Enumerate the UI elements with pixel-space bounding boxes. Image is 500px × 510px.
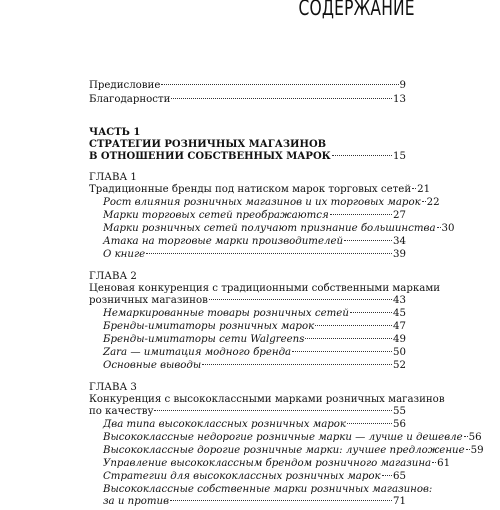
entry-page: 45 bbox=[393, 308, 406, 319]
entry-title: Марки торговых сетей преображаются bbox=[103, 210, 329, 221]
toc-entry-chapter1[interactable] bbox=[89, 184, 431, 198]
chapter-label: ГЛАВА 1 bbox=[89, 172, 137, 183]
entry-page: 50 bbox=[393, 347, 406, 358]
entry-page: 34 bbox=[393, 236, 406, 247]
entry-title: Рост влияния розничных магазинов и их торговых марок bbox=[103, 197, 421, 208]
dot-leader bbox=[292, 351, 392, 352]
part-label: ЧАСТЬ 1 bbox=[89, 127, 141, 138]
dot-leader bbox=[382, 475, 392, 476]
toc-subentry[interactable] bbox=[103, 308, 406, 322]
entry-title: Благодарности bbox=[89, 94, 171, 105]
dot-leader bbox=[170, 500, 392, 501]
toc-subentry[interactable] bbox=[103, 249, 406, 263]
entry-page: 47 bbox=[393, 321, 406, 332]
entry-page: 27 bbox=[393, 210, 406, 221]
dot-leader bbox=[146, 253, 392, 254]
dot-leader bbox=[432, 462, 436, 463]
entry-page: 22 bbox=[426, 197, 440, 208]
entry-page: 55 bbox=[393, 406, 406, 417]
entry-title: Основные выводы bbox=[103, 360, 202, 371]
dot-leader bbox=[202, 364, 392, 365]
entry-page: 30 bbox=[441, 223, 455, 234]
dot-leader bbox=[466, 449, 470, 450]
entry-title: Zara — имитация модного бренда bbox=[103, 347, 292, 358]
dot-leader bbox=[171, 98, 392, 99]
entry-page: 15 bbox=[393, 151, 406, 162]
toc-subentry[interactable] bbox=[103, 210, 406, 224]
toc-entry-part1[interactable] bbox=[89, 151, 406, 165]
entry-title: Немаркированные товары розничных сетей bbox=[103, 308, 349, 319]
entry-page: 9 bbox=[399, 80, 406, 91]
entry-title: О книге bbox=[103, 249, 146, 260]
toc-subentry[interactable] bbox=[103, 334, 406, 348]
entry-page: 13 bbox=[393, 94, 406, 105]
toc-subentry[interactable] bbox=[103, 197, 440, 211]
toc-subentry[interactable] bbox=[103, 236, 406, 250]
dot-leader bbox=[332, 155, 392, 156]
entry-title: за и против bbox=[103, 496, 170, 507]
toc-subentry[interactable] bbox=[103, 223, 455, 237]
entry-page: 59 bbox=[470, 445, 484, 456]
toc-entry-chapter2[interactable] bbox=[89, 295, 406, 309]
part-title-line1: СТРАТЕГИИ РОЗНИЧНЫХ МАГАЗИНОВ bbox=[89, 139, 327, 150]
entry-page: 56 bbox=[393, 419, 406, 430]
entry-title: Бренды-имитаторы розничных марок bbox=[103, 321, 315, 332]
toc-subentry[interactable] bbox=[103, 458, 451, 472]
toc-subentry[interactable] bbox=[103, 347, 406, 361]
entry-page: 65 bbox=[393, 471, 406, 482]
chapter-label: ГЛАВА 3 bbox=[89, 382, 137, 393]
part-title-line2: В ОТНОШЕНИИ СОБСТВЕННЫХ МАРОК bbox=[89, 151, 331, 162]
entry-title: розничных магазинов bbox=[89, 295, 208, 306]
dot-leader bbox=[437, 227, 441, 228]
entry-page: 52 bbox=[393, 360, 406, 371]
entry-title: Традиционные бренды под натиском марок торговых сетей bbox=[89, 184, 412, 195]
chapter-title-line1: Конкуренция с высококлассными марками розничных магазинов bbox=[89, 394, 445, 405]
entry-page: 49 bbox=[393, 334, 406, 345]
dot-leader bbox=[464, 436, 468, 437]
dot-leader bbox=[412, 188, 416, 189]
dot-leader bbox=[350, 312, 392, 313]
dot-leader bbox=[161, 84, 398, 85]
toc-subentry[interactable] bbox=[103, 496, 406, 510]
entry-title: Стратегии для высококлассных розничных марок bbox=[103, 471, 381, 482]
entry-page: 43 bbox=[393, 295, 406, 306]
entry-title-line1: Высококлассные собственные марки розничных магазинов: bbox=[103, 484, 433, 495]
entry-title: Высококлассные недорогие розничные марки — лучше и дешевле bbox=[103, 432, 463, 443]
dot-leader bbox=[315, 325, 392, 326]
dot-leader bbox=[344, 240, 392, 241]
dot-leader bbox=[154, 410, 392, 411]
entry-title: по качеству bbox=[89, 406, 154, 417]
toc-entry-preface[interactable] bbox=[89, 80, 406, 94]
toc-subentry[interactable] bbox=[103, 471, 406, 485]
dot-leader bbox=[305, 338, 392, 339]
chapter-label: ГЛАВА 2 bbox=[89, 271, 137, 282]
entry-page: 21 bbox=[417, 184, 431, 195]
entry-title: Высококлассные дорогие розничные марки: лучшее предложение bbox=[103, 445, 465, 456]
toc-subentry[interactable] bbox=[103, 432, 482, 446]
dot-leader bbox=[347, 423, 392, 424]
entry-page: 39 bbox=[393, 249, 406, 260]
page-title: СОДЕРЖАНИЕ bbox=[298, 0, 415, 20]
dot-leader bbox=[209, 299, 392, 300]
entry-title: Предисловие bbox=[89, 80, 161, 91]
entry-title: Бренды-имитаторы сети Walgreens bbox=[103, 334, 305, 345]
entry-title: Управление высококлассным брендом розничного магазина bbox=[103, 458, 432, 469]
toc-entry-acknowledgements[interactable] bbox=[89, 94, 406, 108]
entry-page: 71 bbox=[393, 496, 406, 507]
dot-leader bbox=[422, 201, 426, 202]
toc-subentry[interactable] bbox=[103, 321, 406, 335]
entry-title: Атака на торговые марки производителей bbox=[103, 236, 344, 247]
dot-leader bbox=[330, 214, 392, 215]
toc-subentry[interactable] bbox=[103, 419, 406, 433]
toc-subentry[interactable] bbox=[103, 360, 406, 374]
toc-entry-chapter3[interactable] bbox=[89, 406, 406, 420]
entry-title: Два типа высококлассных розничных марок bbox=[103, 419, 347, 430]
entry-page: 56 bbox=[468, 432, 482, 443]
entry-title: Марки розничных сетей получают признание большинства bbox=[103, 223, 436, 234]
entry-page: 61 bbox=[437, 458, 451, 469]
toc-subentry[interactable] bbox=[103, 445, 484, 459]
chapter-title-line1: Ценовая конкуренция с традиционными собственными марками bbox=[89, 283, 441, 294]
